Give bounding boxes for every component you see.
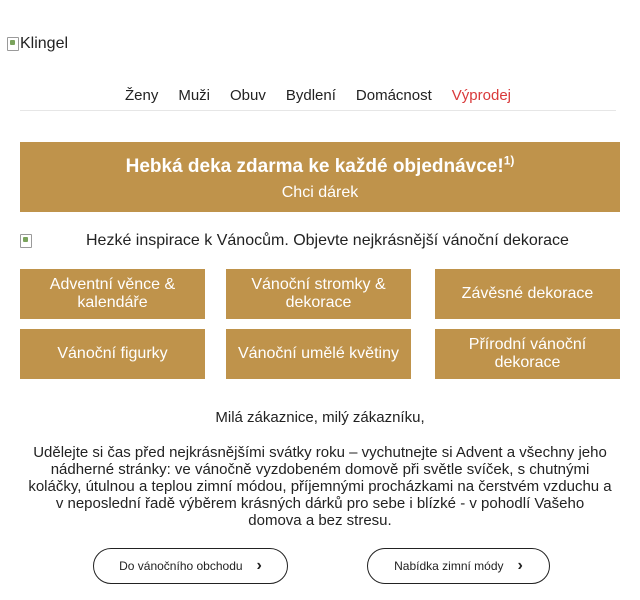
body-paragraph: Udělejte si čas před nejkrásnějšími svátky roku – vychutnejte si Advent a všechny jeho nádherné stránky: ve vánočně vyzdobeném domově při světle svíček, s chutnými koláčky, útulnou a teplou zimní módou, příjemnými procházkami na čerstvém vzduchu a v neposlední řadě výběrem krásných dárků pro sebe i blízké - v pohodlí Vašeho domova a bez stresu. xyxy=(28,444,612,529)
category-label: Vánoční stromky & dekorace xyxy=(251,276,386,311)
chevron-right-icon: › xyxy=(517,557,523,574)
chevron-right-icon: › xyxy=(256,557,262,574)
category-vanocni-figurky[interactable] xyxy=(20,329,205,379)
shop-button[interactable] xyxy=(93,548,288,584)
nav-item-muzi[interactable]: Muži xyxy=(178,87,211,104)
winter-button-label: Nabídka zimní módy xyxy=(394,559,504,573)
promo-title-row xyxy=(20,153,620,178)
category-umele-kvetiny[interactable] xyxy=(226,329,411,379)
category-prirodni-dekorace[interactable] xyxy=(435,329,620,379)
promo-subtitle: Chci dárek xyxy=(281,184,359,201)
category-adventni-vence[interactable] xyxy=(20,269,205,319)
nav-item-bydleni[interactable]: Bydlení xyxy=(285,87,336,104)
category-zavesne-dekorace[interactable] xyxy=(435,269,620,319)
shop-button-label: Do vánočního obchodu xyxy=(119,559,243,573)
broken-image-icon xyxy=(7,37,19,51)
promo-footnote: 1) xyxy=(503,153,515,168)
klingel-logo[interactable] xyxy=(7,35,68,53)
nav-item-zeny[interactable]: Ženy xyxy=(124,87,159,104)
winter-fashion-button[interactable] xyxy=(367,548,550,584)
nav-item-obuv[interactable]: Obuv xyxy=(230,87,266,104)
inspiration-banner[interactable] xyxy=(20,231,620,251)
category-label: Přírodní vánoční dekorace xyxy=(468,336,587,371)
category-label: Závěsné dekorace xyxy=(461,285,594,302)
promo-banner[interactable] xyxy=(20,142,620,212)
category-label: Adventní věnce & kalendáře xyxy=(49,276,176,311)
main-navigation xyxy=(20,86,616,111)
inspiration-text: Hezké inspirace k Vánocům. Objevte nejkrásnější vánoční dekorace xyxy=(86,232,569,249)
nav-item-vyprodej[interactable]: Výprodej xyxy=(451,87,511,104)
category-label: Vánoční figurky xyxy=(57,345,168,362)
promo-title: Hebká deka zdarma ke každé objednávce! xyxy=(125,156,504,177)
nav-item-domacnost[interactable]: Domácnost xyxy=(355,87,432,104)
greeting-text: Milá zákaznice, milý zákazníku, xyxy=(215,409,425,426)
category-label: Vánoční umělé květiny xyxy=(238,345,399,362)
logo-alt-text: Klingel xyxy=(20,35,69,52)
category-vanocni-stromky[interactable] xyxy=(226,269,411,319)
broken-image-icon xyxy=(20,234,32,248)
